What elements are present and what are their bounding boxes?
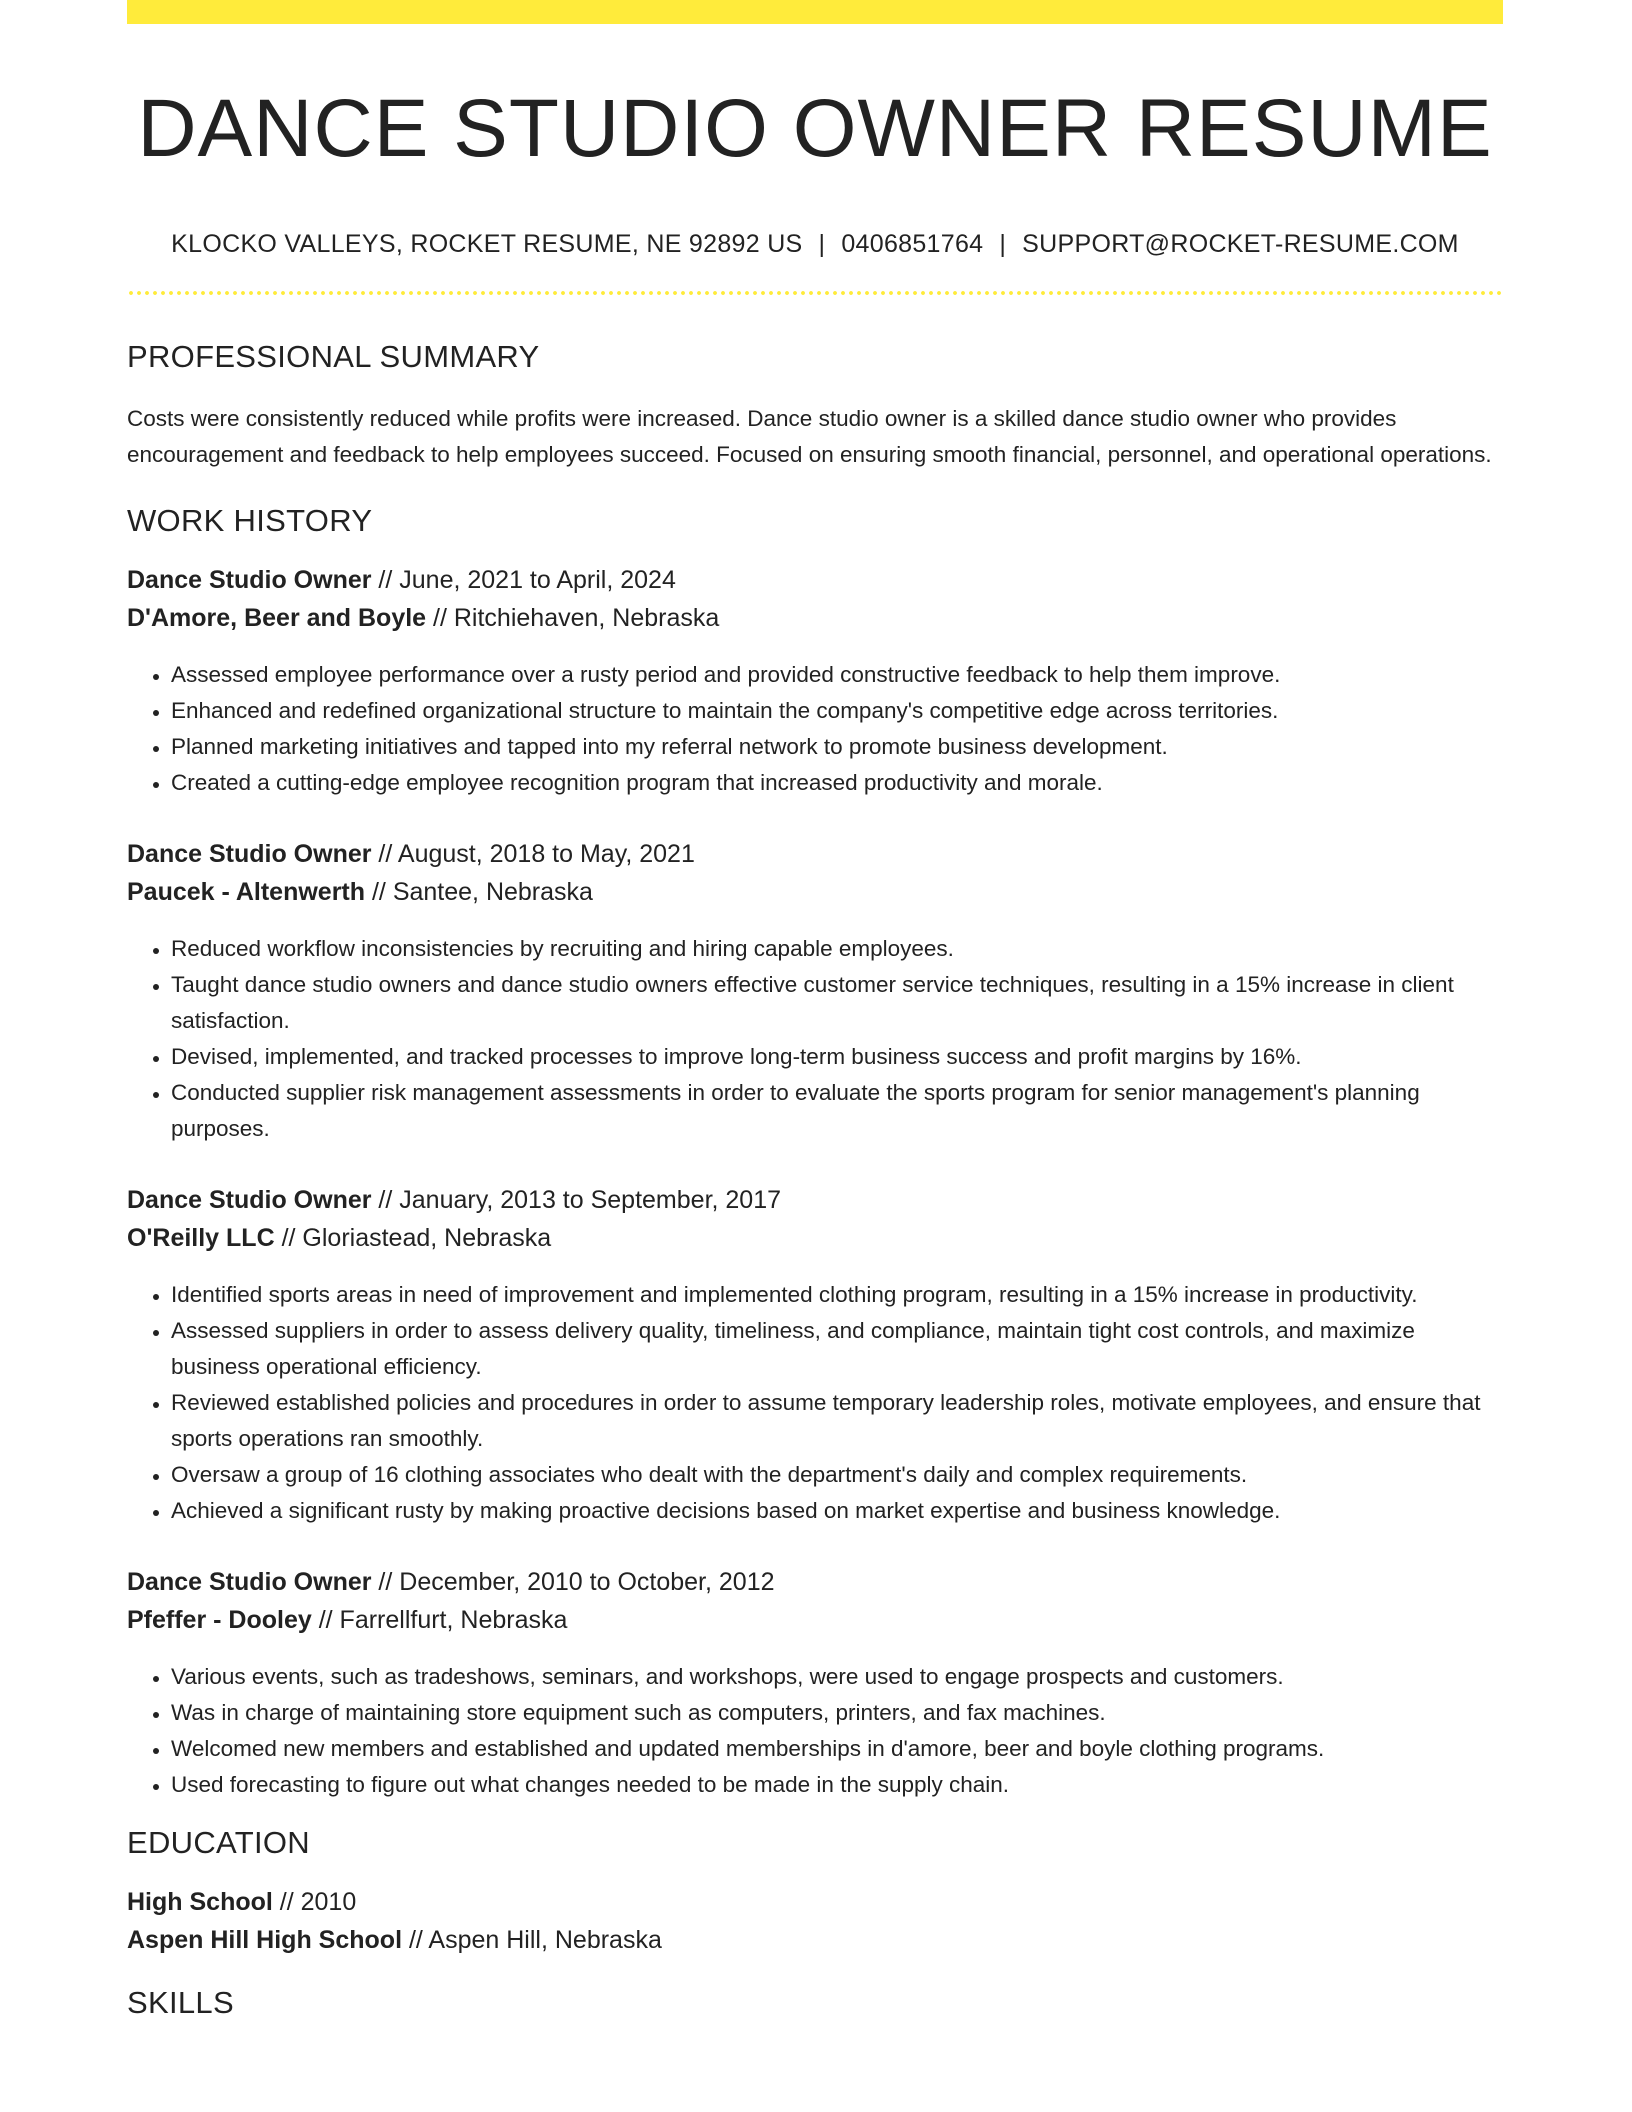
job-dates: // June, 2021 to April, 2024 xyxy=(371,566,676,595)
job-bullet: • Taught dance studio owners and dance studio owners effective customer service techniques, resulting in a 15% increase in client satisfaction. xyxy=(171,967,1503,1039)
skills-section xyxy=(127,1985,1503,2021)
job-company: D'Amore, Beer and Boyle xyxy=(127,604,427,633)
job-bullet: • Planned marketing initiatives and tapped into my referral network to promote business development. xyxy=(171,729,1503,765)
job-bullet: • Devised, implemented, and tracked processes to improve long-term business success and profit margins by 16%. xyxy=(171,1039,1503,1075)
job-company-line xyxy=(127,599,1503,637)
education-section xyxy=(127,1825,1503,1959)
job-dates: // August, 2018 to May, 2021 xyxy=(371,840,695,869)
job-bullet-list xyxy=(127,657,1503,801)
job-company: Pfeffer - Dooley xyxy=(127,1606,312,1635)
job-bullet: • Various events, such as tradeshows, seminars, and workshops, were used to engage prospects and customers. xyxy=(171,1659,1503,1695)
job-role-line xyxy=(127,835,1503,873)
job-company: O'Reilly LLC xyxy=(127,1224,275,1253)
resume-title: DANCE STUDIO OWNER RESUME xyxy=(137,83,1493,174)
job-bullet: • Assessed suppliers in order to assess delivery quality, timeliness, and compliance, maintain tight cost controls, and maximize business operational efficiency. xyxy=(171,1313,1503,1385)
job-bullet: • Enhanced and redefined organizational structure to maintain the company's competitive edge across territories. xyxy=(171,693,1503,729)
contact-phone: 0406851764 xyxy=(841,230,984,259)
accent-top-bar xyxy=(127,0,1503,24)
job-dates: // December, 2010 to October, 2012 xyxy=(371,1568,775,1597)
job-entry xyxy=(127,561,1503,801)
job-location: // Santee, Nebraska xyxy=(365,878,593,907)
job-bullet: • Assessed employee performance over a rusty period and provided constructive feedback to help them improve. xyxy=(171,657,1503,693)
job-bullet-list xyxy=(127,1659,1503,1803)
contact-separator: | xyxy=(818,230,826,259)
education-heading: EDUCATION xyxy=(127,1825,310,1861)
job-role: Dance Studio Owner xyxy=(127,566,372,595)
job-bullet: • Conducted supplier risk management assessments in order to evaluate the sports program for senior management's planning purposes. xyxy=(171,1075,1503,1147)
job-role: Dance Studio Owner xyxy=(127,1568,372,1597)
summary-text: Costs were consistently reduced while profits were increased. Dance studio owner is a skilled dance studio owner who provides encouragement and feedback to help employees succeed. Focused on ensuring smooth financial, personnel, and operational operations. xyxy=(127,406,1492,468)
job-bullet: • Identified sports areas in need of improvement and implemented clothing program, resulting in a 15% increase in productivity. xyxy=(171,1277,1503,1313)
education-location: // Aspen Hill, Nebraska xyxy=(402,1926,662,1955)
job-company-line xyxy=(127,1219,1503,1257)
job-entry xyxy=(127,1563,1503,1803)
education-school: Aspen Hill High School xyxy=(127,1926,403,1955)
skills-heading: SKILLS xyxy=(127,1985,234,2021)
job-company: Paucek - Altenwerth xyxy=(127,878,366,907)
job-location: // Gloriastead, Nebraska xyxy=(274,1224,552,1253)
contact-separator: | xyxy=(999,230,1007,259)
contact-line xyxy=(127,230,1503,259)
job-bullet: • Used forecasting to figure out what changes needed to be made in the supply chain. xyxy=(171,1767,1503,1803)
job-location: // Ritchiehaven, Nebraska xyxy=(426,604,720,633)
job-role-line xyxy=(127,1563,1503,1601)
job-bullet: • Oversaw a group of 16 clothing associates who dealt with the department's daily and complex requirements. xyxy=(171,1457,1503,1493)
job-dates: // January, 2013 to September, 2017 xyxy=(371,1186,782,1215)
job-bullet: • Reduced workflow inconsistencies by recruiting and hiring capable employees. xyxy=(171,931,1503,967)
contact-address: KLOCKO VALLEYS, ROCKET RESUME, NE 92892 US xyxy=(171,230,803,259)
resume-page xyxy=(127,0,1503,2021)
job-entry xyxy=(127,835,1503,1147)
summary-section xyxy=(127,339,1503,473)
job-bullet: • Welcomed new members and established and updated memberships in d'amore, beer and boyle clothing programs. xyxy=(171,1731,1503,1767)
job-location: // Farrellfurt, Nebraska xyxy=(311,1606,568,1635)
job-company-line xyxy=(127,1601,1503,1639)
contact-email: SUPPORT@ROCKET-RESUME.COM xyxy=(1022,230,1459,259)
job-company-line xyxy=(127,873,1503,911)
job-role-line xyxy=(127,1181,1503,1219)
dotted-divider xyxy=(127,291,1503,295)
job-bullet: • Created a cutting-edge employee recognition program that increased productivity and morale. xyxy=(171,765,1503,801)
job-bullet: • Achieved a significant rusty by making proactive decisions based on market expertise and business knowledge. xyxy=(171,1493,1503,1529)
job-entry xyxy=(127,1181,1503,1529)
education-degree-line xyxy=(127,1883,1503,1921)
job-role: Dance Studio Owner xyxy=(127,1186,372,1215)
education-degree: High School xyxy=(127,1888,273,1917)
job-bullet-list xyxy=(127,931,1503,1147)
job-bullet-list xyxy=(127,1277,1503,1529)
job-list xyxy=(127,561,1503,1803)
work-history-heading: WORK HISTORY xyxy=(127,503,373,539)
education-year: // 2010 xyxy=(272,1888,357,1917)
education-school-line xyxy=(127,1921,1503,1959)
job-role-line xyxy=(127,561,1503,599)
job-bullet: • Reviewed established policies and procedures in order to assume temporary leadership roles, motivate employees, and ensure that sports operations ran smoothly. xyxy=(171,1385,1503,1457)
job-role: Dance Studio Owner xyxy=(127,840,372,869)
summary-heading: PROFESSIONAL SUMMARY xyxy=(127,339,540,375)
job-bullet: • Was in charge of maintaining store equipment such as computers, printers, and fax machines. xyxy=(171,1695,1503,1731)
work-history-section xyxy=(127,503,1503,1803)
